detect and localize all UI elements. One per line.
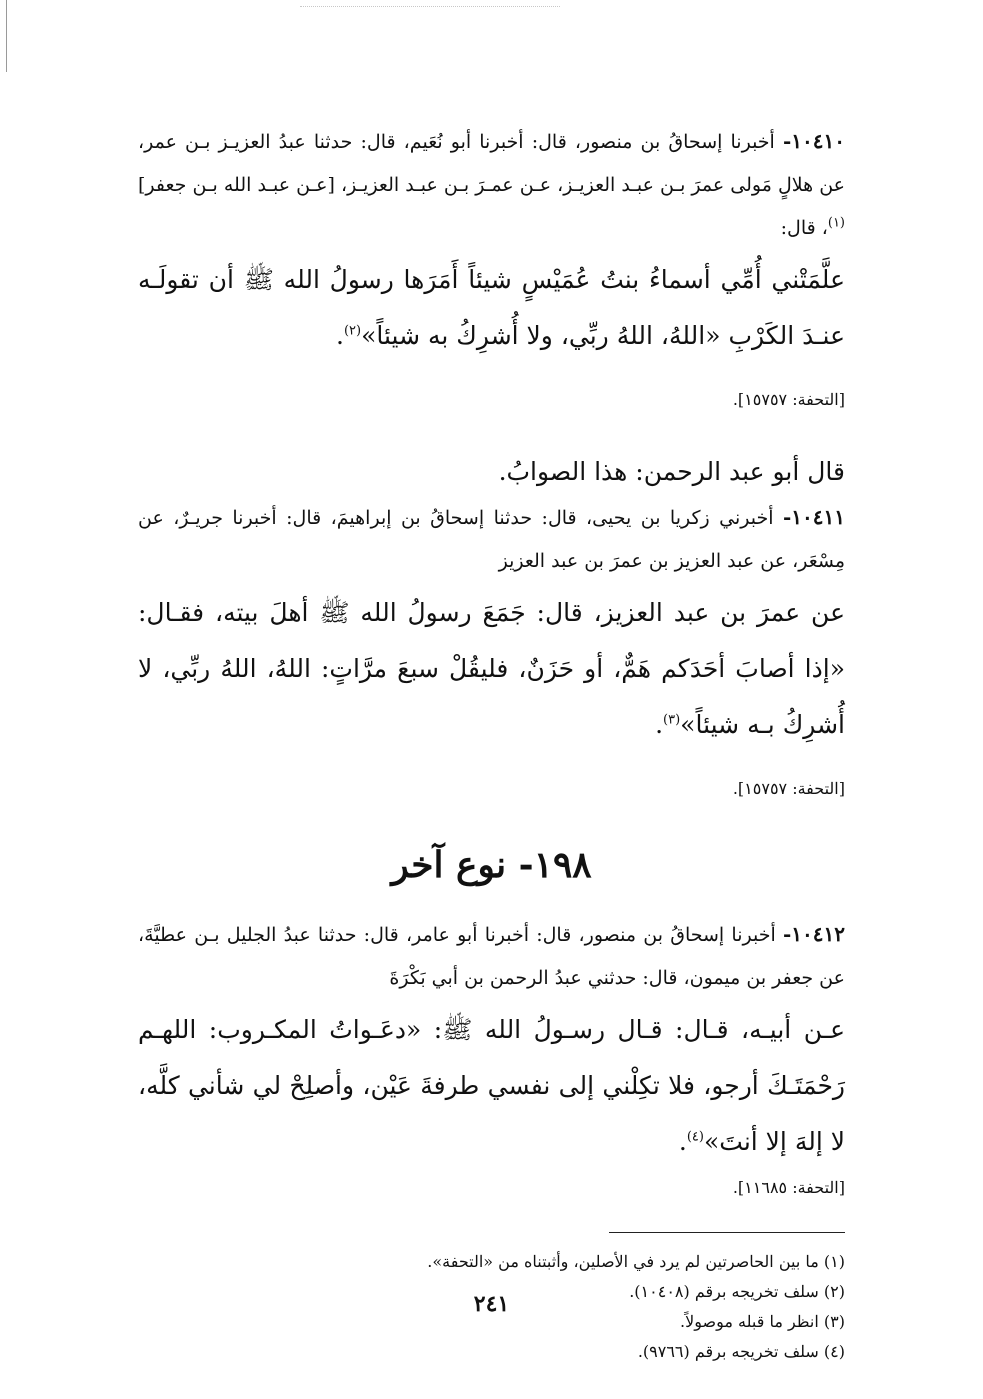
hadith-number-dash: - <box>782 129 792 153</box>
footnote-ref: (٤) <box>686 1129 704 1145</box>
tuhfa-reference: [التحفة: ١٥٧٥٧]. <box>732 390 845 409</box>
scan-top-marks <box>300 6 560 9</box>
isnad-text: أخبرني زكريا بن يحيى، قال: حدثنا إسحاقُ بن إبراهيمَ، قال: أخبرنا جريـرٌ، عن مِسْعَر، عن عبد العزيز بن عمرَ بن عبد العزيز <box>138 507 845 572</box>
hadith-matn <box>138 1002 845 1170</box>
hadith-number-dash: - <box>782 505 792 529</box>
isnad-text: أخبرنا إسحاقُ بن منصور، قال: أخبرنا أبو عامر، قال: حدثنا عبدُ الجليل بـن عطيَّةَ، عن جعفر بن ميمون، قال: حدثني عبدُ الرحمن بن أبي بَكْرَةَ <box>138 924 845 989</box>
hadith-number: ١٠٤١٢ <box>791 922 845 946</box>
tuhfa-reference: [التحفة: ١١٦٨٥]. <box>732 1178 845 1197</box>
hadith-10412 <box>138 913 845 1200</box>
hadith-number: ١٠٤١٠ <box>791 129 845 153</box>
footnote-separator <box>609 1232 845 1233</box>
isnad-end: ، قال: <box>780 217 828 239</box>
matn-end: . <box>678 1127 687 1156</box>
tuhfa-reference: [التحفة: ١٥٧٥٧]. <box>732 779 845 798</box>
hadith-10410 <box>138 120 845 412</box>
matn-text: عن عمرَ بن عبد العزيز، قال: جَمَعَ رسولُ الله ﷺ أهلَ بيته، فقـال: «إذا أصابَ أحَدَكم هَمٌّ، أو حَزَنٌ، فليقُلْ سبعَ مرَّاتٍ: اللهُ، اللهُ ربِّي، لا أُشرِكُ بـه شيئاً» <box>138 598 845 739</box>
matn-end: . <box>336 321 344 350</box>
matn-text: علَّمَتْني أُمِّي أسماءُ بنتُ عُمَيْسٍ شيئاً أَمَرَها رسولُ الله ﷺ أن تقولَـه عنـدَ الكَرْبِ «اللهُ، اللهُ ربِّي، ولا أُشرِكُ به شيئاً» <box>138 265 845 350</box>
hadith-isnad <box>138 120 845 250</box>
chapter-heading: ١٩٨- نوع آخر <box>391 844 592 886</box>
isnad-text: أخبرنا إسحاقُ بن منصور، قال: أخبرنا أبو نُعَيم، قال: حدثنا عبدُ العزيـز بـن عمر، عن هلالٍ مَولى عمرَ بـن عبـد العزيـز، عـن عمـرَ بـن عبـد العزيـز، [عـن عبـد الله بـن جعفر] <box>138 131 845 196</box>
page-body <box>138 120 845 1367</box>
matn-end: . <box>655 710 664 739</box>
matn-text: عـن أبيـه، قـال: قـال رسـولُ الله ﷺ: «دعَـواتُ المكـروب: اللهـم رَحْمَتَـكَ أرجو، فلا تكِلْني إلى نفسي طرفةَ عَيْن، وأصلِحْ لي شأني كلَّه، لا إلهَ إلا أنتَ» <box>138 1015 845 1156</box>
footnote-item: (٣) انظر ما قبله موصولاً. <box>680 1312 845 1331</box>
footnote-ref: (٢) <box>343 323 362 339</box>
editor-note: قال أبو عبد الرحمن: هذا الصوابُ. <box>498 457 845 486</box>
page-number: ٢٤١ <box>473 1291 510 1317</box>
hadith-isnad <box>138 496 845 583</box>
footnote-item: (٤) سلف تخريجه برقم (٩٧٦٦). <box>637 1342 845 1361</box>
footnote-ref: (١) <box>827 215 845 231</box>
hadith-isnad <box>138 913 845 1000</box>
scan-edge-line <box>6 0 7 72</box>
hadith-number-dash: - <box>782 922 792 946</box>
hadith-matn <box>138 252 845 364</box>
footnote-item: (١) ما بين الحاصرتين لم يرد في الأصلين، وأثبتناه من «التحفة». <box>427 1252 845 1271</box>
hadith-matn <box>138 585 845 753</box>
hadith-number: ١٠٤١١ <box>791 505 846 529</box>
hadith-10411 <box>138 496 845 801</box>
footnote-ref: (٣) <box>663 712 681 728</box>
footnote-item: (٢) سلف تخريجه برقم (١٠٤٠٨). <box>629 1282 845 1301</box>
